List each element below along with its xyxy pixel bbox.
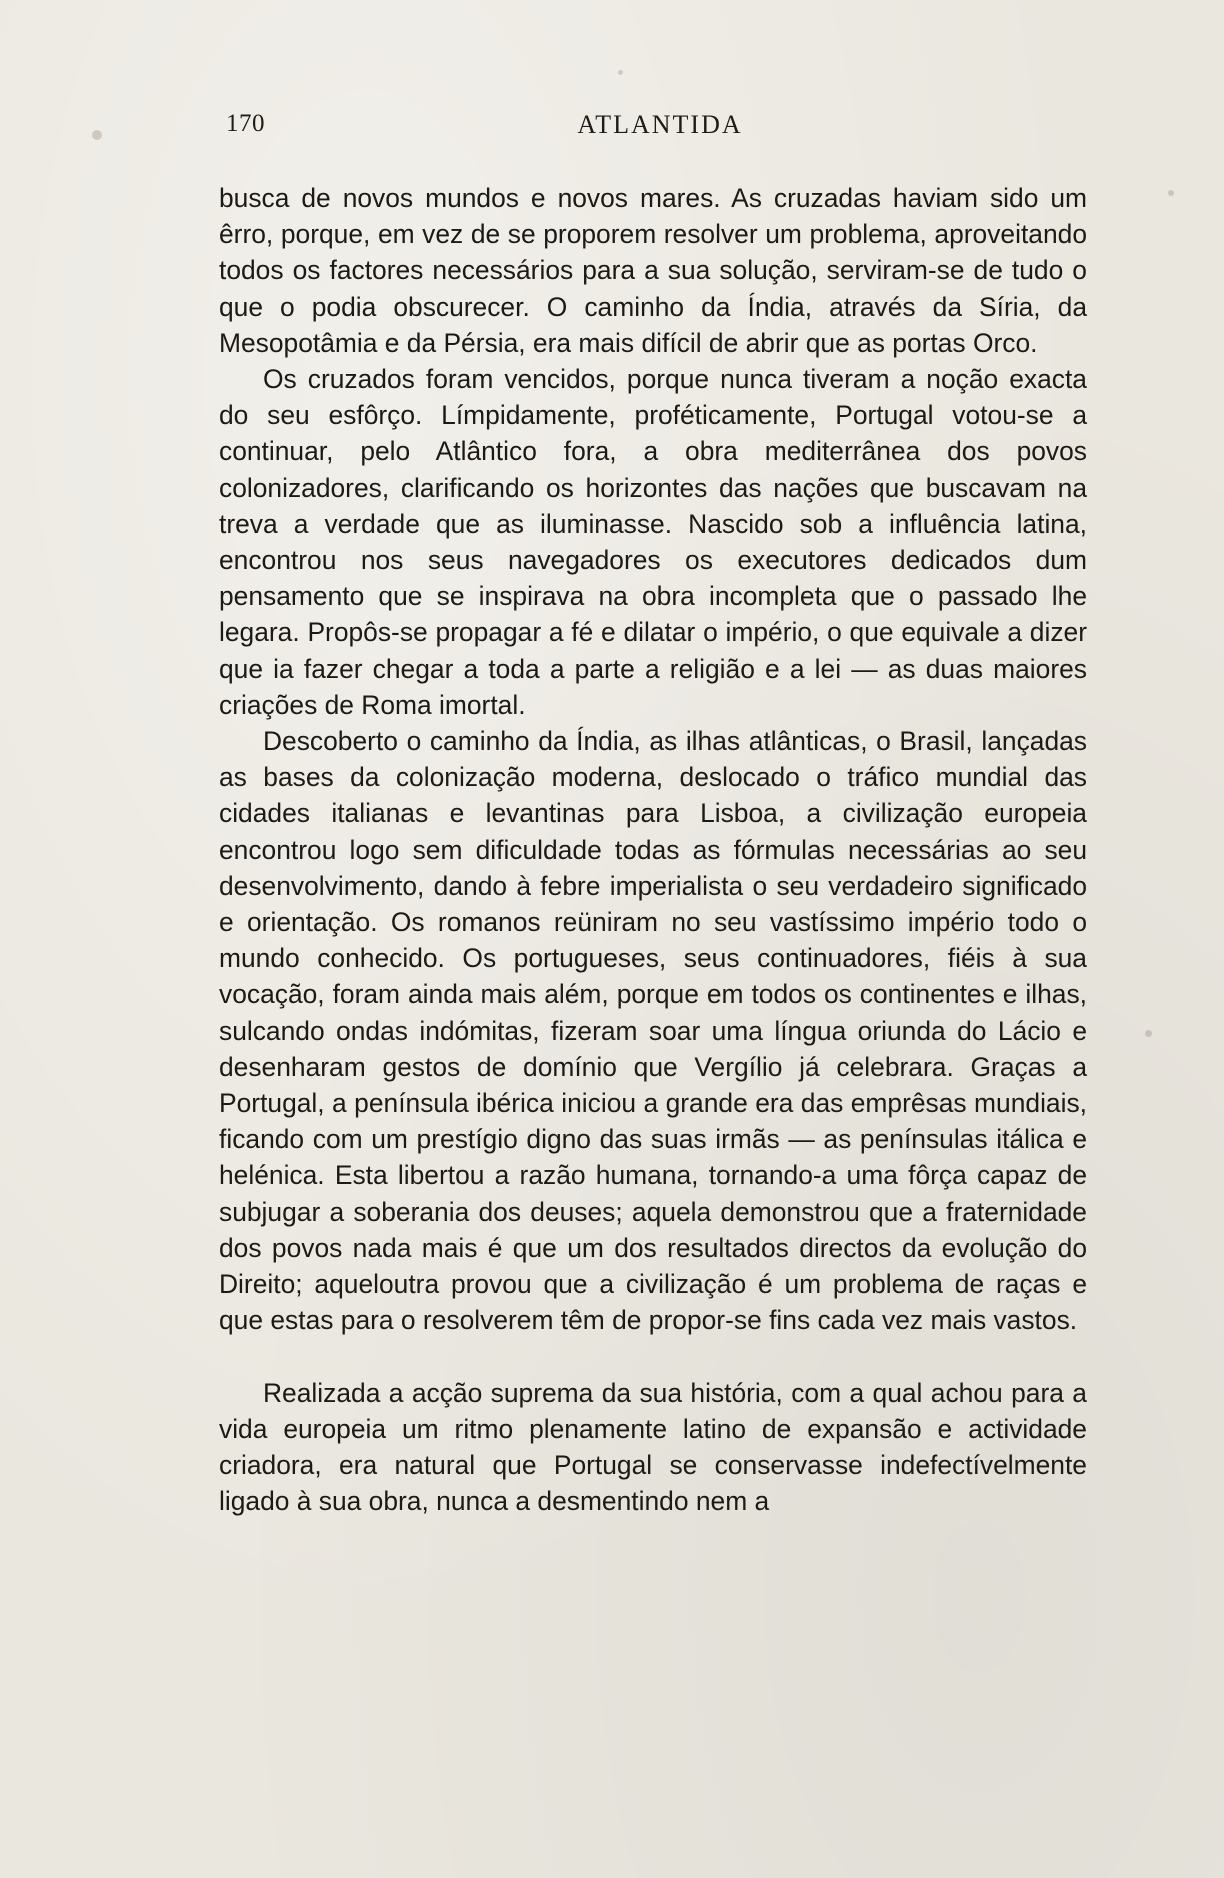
running-title: ATLANTIDA [577, 110, 743, 139]
page-number: 170 [226, 110, 265, 137]
paper-speck [1145, 1030, 1152, 1037]
page-header [226, 110, 1094, 146]
paper-speck [1168, 190, 1174, 196]
paragraph-2: Os cruzados foram vencidos, porque nunca tiveram a noção exacta do seu esfôrço. Límpidamente, proféticamente, Portugal votou-se a continuar, pelo Atlântico fora, a obra mediterrânea dos povos colonizadores, clarificando os horizontes das nações que buscavam na treva a verdade que as iluminasse. Nascido sob a influência latina, encontrou nos seus navegadores os executores dedicados dum pensamento que se inspirava na obra incompleta que o passado lhe legara. Propôs-se propagar a fé e dilatar o império, o que equivale a dizer que ia fazer chegar a toda a parte a religião e a lei — as duas maiores criações de Roma imortal. [219, 364, 1087, 720]
body-text [219, 180, 1087, 1519]
paragraph-4: Realizada a acção suprema da sua história, com a qual achou para a vida europeia um ritmo plenamente latino de expansão e actividade criadora, era natural que Portugal se conservasse indefectívelmente ligado à sua obra, nunca a desmentindo nem a [219, 1377, 1087, 1517]
paper-speck [618, 70, 623, 75]
paragraph-3: Descoberto o caminho da Índia, as ilhas atlânticas, o Brasil, lançadas as bases da colonização moderna, deslocado o tráfico mundial das cidades italianas e levantinas para Lisboa, a civilização europeia encontrou logo sem dificuldade todas as fórmulas necessárias ao seu desenvolvimento, dando à febre imperialista o seu verdadeiro significado e orientação. Os romanos reüniram no seu vastíssimo império todo o mundo conhecido. Os portugueses, seus continuadores, fiéis à sua vocação, foram ainda mais além, porque em todos os continentes e ilhas, sulcando ondas indómitas, fizeram soar uma língua oriunda do Lácio e desenharam gestos de domínio que Vergílio já celebrara. Graças a Portugal, a península ibérica iniciou a grande era das emprêsas mundiais, ficando com um prestígio digno das suas irmãs — as penínsulas itálica e helénica. Esta libertou a razão humana, tornando-a uma fôrça capaz de subjugar a soberania dos deuses; aquela demonstrou que a fraternidade dos povos nada mais é que um dos resultados directos da evolução do Direito; aqueloutra provou que a civilização é um problema de raças e que estas para o resolverem têm de propor-se fins cada vez mais vastos. [219, 726, 1087, 1336]
paper-speck [92, 130, 102, 140]
paragraph-1: busca de novos mundos e novos mares. As cruzadas haviam sido um êrro, porque, em vez de se proporem resolver um problema, aproveitando todos os factores necessários para a sua solução, serviram-se de tudo o que o podia obscurecer. O caminho da Índia, através da Síria, da Mesopotâmia e da Pérsia, era mais difícil de abrir que as portas Orco. [219, 183, 1087, 358]
